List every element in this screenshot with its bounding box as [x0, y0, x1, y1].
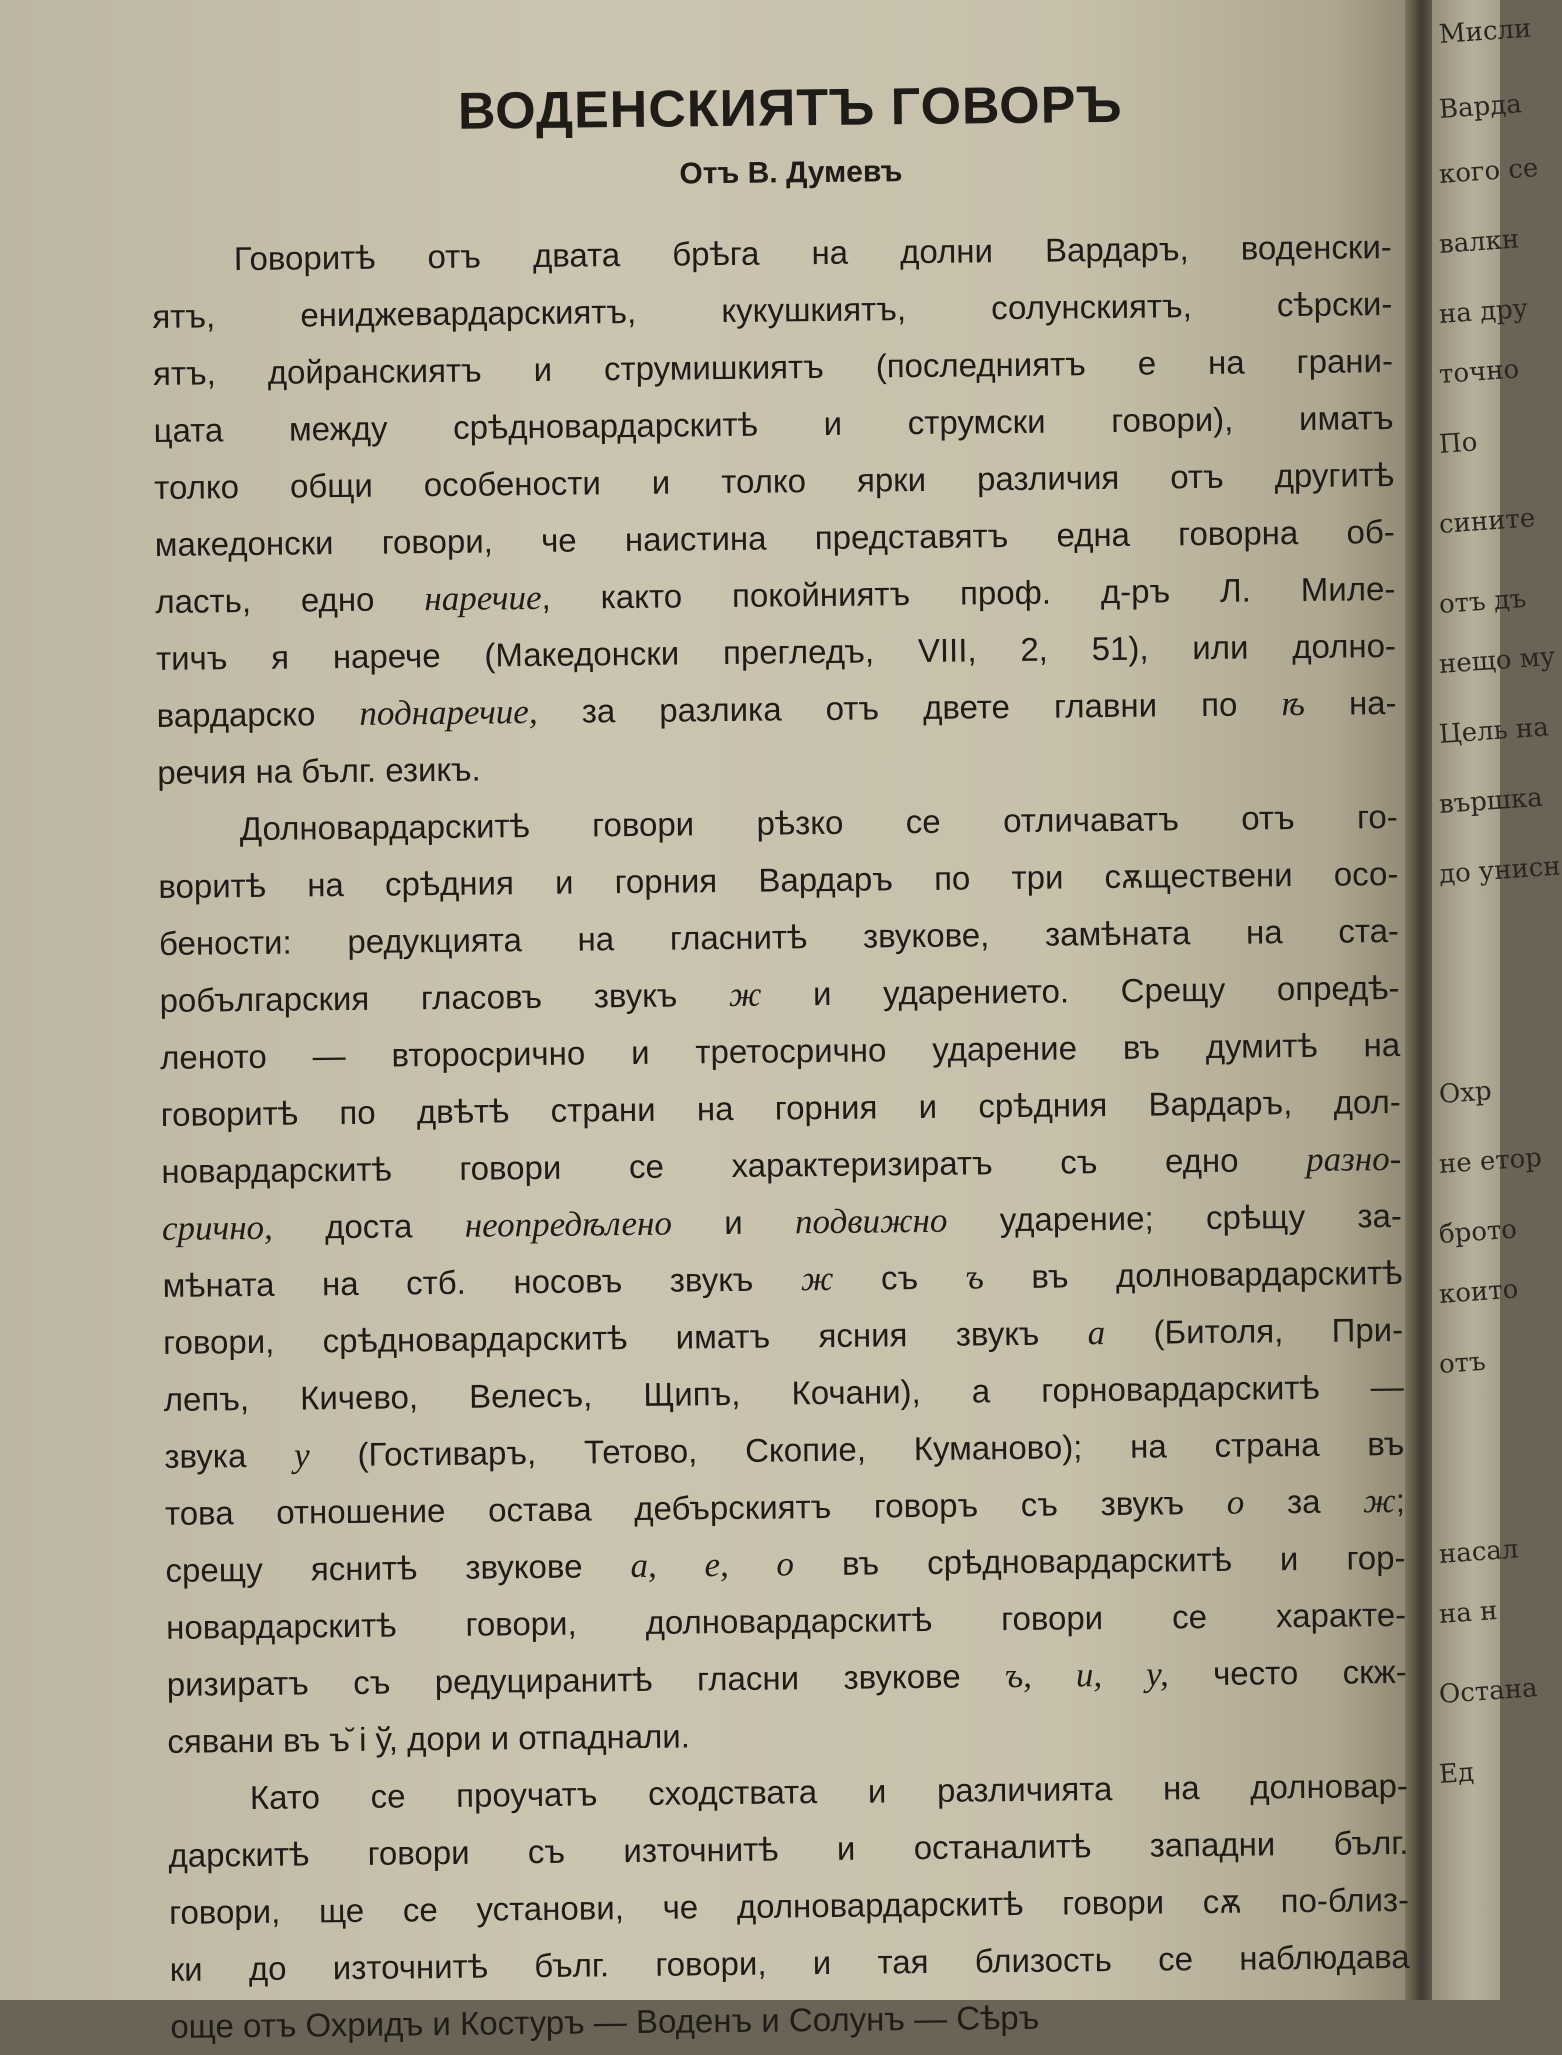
adjacent-page-fragment: Мисли	[1438, 13, 1533, 50]
adjacent-page-fragment: отъ	[1438, 1346, 1487, 1380]
text-segment: мѣната на стб. носовъ звукъ	[162, 1260, 802, 1304]
text-segment: цата между срѣдновардарскитѣ и струмски говори), иматъ	[153, 398, 1394, 449]
adjacent-page-fragment: на н	[1438, 1595, 1499, 1630]
italic-text: о	[1226, 1482, 1245, 1522]
text-segment: вардарско	[156, 694, 360, 734]
text-segment: , както покойниятъ проф. д-ръ Л. Миле-	[541, 569, 1396, 616]
text-segment: ризиратъ съ редуциранитѣ гласни звукове	[166, 1657, 1006, 1703]
text-segment: Говоритѣ отъ двата брѣга на долни Вардаръ, воденски-	[233, 228, 1392, 278]
text-segment: ятъ, дойранскиятъ и струмишкиятъ (последниятъ е на грани-	[152, 342, 1394, 392]
italic-text: ж	[1362, 1481, 1396, 1521]
text-segment: говори, срѣдновардарскитѣ иматъ ясния звукъ	[162, 1314, 1088, 1361]
italic-text: наречие	[424, 577, 542, 619]
text-segment: ятъ, ениджевардарскиятъ, кукушкиятъ, солунскиятъ, сѣрски-	[152, 285, 1393, 335]
text-segment: за	[1244, 1482, 1364, 1521]
text-segment: съ	[833, 1258, 966, 1297]
text-segment: Долновардарскитѣ говори рѣзко се отличаватъ отъ го-	[239, 797, 1398, 848]
text-segment: Като се проучатъ сходствата и различията на долновар-	[249, 1766, 1409, 1817]
text-segment: воритѣ на срѣдния и горния Вардаръ по три сѫществени осо-	[158, 854, 1399, 905]
adjacent-page-fragment: до унисн	[1438, 851, 1562, 890]
text-segment: за разлика отъ двете главни по	[537, 685, 1282, 730]
text-segment: бености: редукцията на гласнитѣ звукове, замѣната на ста-	[158, 911, 1400, 962]
italic-text: поднаречие,	[359, 691, 538, 733]
italic-text: у	[293, 1435, 310, 1475]
text-segment: и	[671, 1203, 796, 1242]
text-segment: ;	[1395, 1481, 1406, 1520]
adjacent-page-fragment: насал	[1438, 1534, 1520, 1570]
adjacent-page-fragment: Цель на	[1438, 712, 1550, 750]
text-segment: македонски говори, че наистина представятъ една говорна об-	[154, 512, 1395, 563]
adjacent-page-fragment: сините	[1438, 503, 1537, 540]
italic-text: неопредѣлено	[464, 1203, 673, 1245]
article-author: Отъ В. Думевъ	[679, 155, 903, 191]
adjacent-page-fragment: отъ дъ	[1438, 583, 1528, 620]
adjacent-page-fragment: брото	[1438, 1214, 1518, 1250]
paragraph	[152, 218, 1398, 801]
adjacent-page-fragment: точно	[1438, 354, 1521, 390]
adjacent-page-fragment: Остана	[1438, 1673, 1539, 1710]
adjacent-page-fragment: Варда	[1438, 89, 1523, 125]
adjacent-page-fragment: кого се	[1438, 153, 1540, 190]
text-segment: доста	[272, 1206, 465, 1246]
italic-text: ж	[728, 974, 762, 1014]
adjacent-page-edge	[1432, 0, 1562, 2000]
text-line	[170, 1985, 1411, 2055]
text-segment: лепъ, Кичево, Велесъ, Щипъ, Кочани), а горновардарскитѣ —	[163, 1367, 1404, 1418]
paragraph	[168, 1757, 1411, 2055]
adjacent-page-fragment: на дру	[1438, 293, 1529, 330]
text-segment: толко общи особености и толко ярки различия отъ другитѣ	[154, 455, 1395, 506]
italic-text: ъ	[965, 1257, 985, 1297]
text-segment: ударение; срѣщу за-	[947, 1196, 1403, 1239]
text-segment: леното — второсрично и третосрично ударение въ думитѣ на	[159, 1025, 1401, 1076]
text-segment: (Гостиваръ, Тетово, Скопие, Куманово); на страна въ	[309, 1424, 1405, 1474]
text-segment: това отношение остава дебърскиятъ говоръ съ звукъ	[164, 1483, 1227, 1532]
italic-text: а, е, о	[630, 1544, 795, 1586]
text-segment: срещу яснитѣ звукове	[165, 1547, 631, 1589]
text-segment: новардарскитѣ говори, долновардарскитѣ говори се характе-	[165, 1595, 1407, 1646]
italic-text: разно-	[1305, 1138, 1402, 1179]
text-segment: ласть, едно	[155, 580, 425, 620]
adjacent-page-fragment: Охр	[1438, 1076, 1493, 1110]
article-body	[152, 218, 1411, 2055]
article-title: ВОДЕНСКИЯТЪ ГОВОРЪ	[457, 75, 1123, 141]
article	[150, 72, 1411, 2055]
italic-text: ж	[800, 1258, 834, 1299]
text-segment: въ срѣдновардарскитѣ и гор-	[793, 1538, 1406, 1583]
text-segment: (Битоля, При-	[1104, 1310, 1404, 1352]
italic-text: а	[1087, 1313, 1106, 1353]
text-segment: сявани въ ъ̆ і ў, дори и отпаднали.	[167, 1717, 691, 1760]
text-segment: говоритѣ по двѣтѣ страни на горния и срѣдния Вардаръ, дол-	[160, 1082, 1401, 1133]
adjacent-page-fragment: По	[1438, 427, 1479, 460]
text-segment: и ударението. Срещу опредѣ-	[761, 968, 1400, 1013]
text-segment: робългарския гласовъ звукъ	[159, 975, 730, 1019]
adjacent-page-fragment: вършка	[1438, 782, 1544, 820]
paragraph	[157, 788, 1407, 1770]
adjacent-page-fragment: не етор	[1438, 1142, 1543, 1180]
text-segment: още отъ Охридъ и Костуръ — Воденъ и Солунъ — Сѣръ	[170, 1998, 1040, 2045]
text-segment: често скж-	[1168, 1652, 1407, 1693]
adjacent-page-fragment: нещо му	[1438, 641, 1557, 680]
italic-text: срично,	[161, 1207, 274, 1248]
adjacent-page-fragment: Ед	[1438, 1757, 1476, 1790]
text-segment: на-	[1304, 683, 1397, 722]
text-segment: речия на бълг. езикъ.	[157, 750, 481, 791]
text-segment: новардарскитѣ говори се характеризиратъ съ едно	[161, 1140, 1307, 1190]
text-segment: говори, ще се установи, че долновардарскитѣ говори сѫ по-близ-	[168, 1880, 1410, 1931]
text-segment: дарскитѣ говори съ източнитѣ и останалитѣ западни бълг.	[168, 1823, 1409, 1874]
text-segment: въ долновардарскитѣ	[983, 1253, 1403, 1296]
italic-text: ъ, и, у,	[1004, 1654, 1169, 1696]
text-segment: тичъ я нарече (Македонски прегледъ, VIII, 2, 51), или долно-	[155, 626, 1397, 677]
text-segment: звука	[164, 1436, 295, 1475]
book-gutter	[1405, 0, 1435, 2000]
adjacent-page-fragment: които	[1438, 1274, 1520, 1310]
italic-text: подвижно	[794, 1200, 948, 1242]
italic-text: ѣ	[1281, 683, 1306, 724]
adjacent-page-fragment: валкн	[1438, 224, 1521, 260]
text-segment: ки до източнитѣ бълг. говори, и тая близость се наблюдава	[169, 1937, 1410, 1988]
